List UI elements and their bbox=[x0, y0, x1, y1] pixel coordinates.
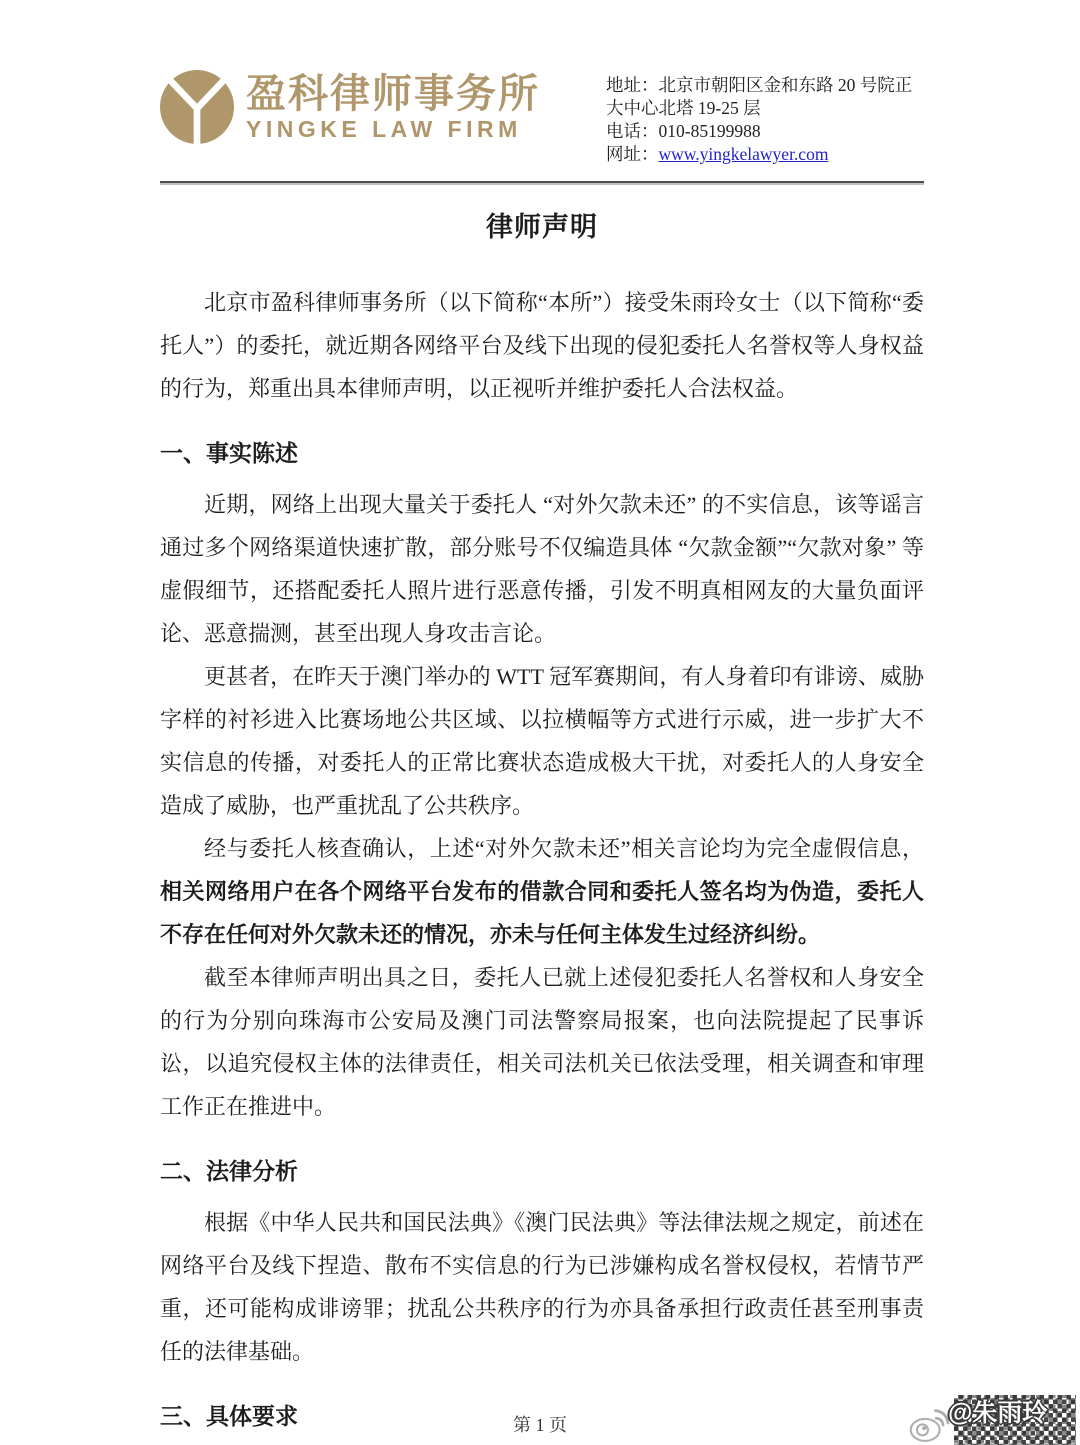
intro-paragraph: 北京市盈科律师事务所（以下简称“本所”）接受朱雨玲女士（以下简称“委托人”）的委托，就近期各网络平台及线下出现的侵犯委托人名誉权等人身权益的行为，郑重出具本律师声明，以正视听并维护委托人合法权益。 bbox=[160, 290, 924, 401]
section-2-heading: 二、法律分析 bbox=[160, 1159, 298, 1184]
section-3-heading: 三、具体要求 bbox=[160, 1404, 298, 1429]
paragraph-3-bold-run: 相关网络用户在各个网络平台发布的借款合同和委托人签名均为伪造，委托人不存在任何对外欠款未还的情况，亦未与任何主体发生过经济纠纷。 bbox=[160, 879, 924, 947]
document-title: 律师声明 bbox=[486, 212, 598, 242]
section-2-paragraph-1: 根据《中华人民共和国民法典》《澳门民法典》等法律法规之规定，前述在网络平台及线下捏造、散布不实信息的行为已涉嫌构成名誉权侵权，若情节严重，还可能构成诽谤罪；扰乱公共秩序的行为亦具备承担行政责任甚至刑事责任的法律基础。 bbox=[160, 1210, 924, 1364]
phone-label: 电话： bbox=[606, 121, 659, 141]
firm-name-english: YINGKE LAW FIRM bbox=[246, 115, 522, 142]
page-number: 第 1 页 bbox=[513, 1415, 567, 1435]
yingke-logo-icon bbox=[160, 70, 234, 144]
weibo-watermark bbox=[906, 1387, 1078, 1445]
address-label: 地址： bbox=[606, 75, 659, 95]
firm-name-block bbox=[246, 72, 540, 143]
section-1-paragraph-3 bbox=[160, 827, 924, 956]
contact-website bbox=[606, 143, 924, 166]
website-link[interactable]: www.yingkelawyer.com bbox=[658, 144, 829, 164]
website-label: 网址： bbox=[606, 144, 659, 164]
section-1-paragraph-2: 更甚者，在昨天于澳门举办的 WTT 冠军赛期间，有人身着印有诽谤、威胁字样的衬衫进入比赛场地公共区域、以拉横幅等方式进行示威，进一步扩大不实信息的传播，对委托人的正常比赛状态造成极大干扰，对委托人的人身安全造成了威胁，也严重扰乱了公共秩序。 bbox=[160, 664, 924, 818]
address-value: 北京市朝阳区金和东路 20 号院正大中心北塔 19-25 层 bbox=[606, 75, 913, 118]
phone-value: 010-85199988 bbox=[658, 121, 761, 141]
paragraph-3-normal-run: 经与委托人核查确认，上述“对外欠款未还”相关言论均为完全虚假信息， bbox=[204, 836, 924, 861]
firm-name-chinese: 盈科律师事务所 bbox=[246, 71, 540, 116]
section-1-paragraph-1: 近期，网络上出现大量关于委托人 “对外欠款未还” 的不实信息，该等谣言通过多个网络渠道快速扩散，部分账号不仅编造具体 “欠款金额”“欠款对象” 等虚假细节，还搭配委托人照片进行恶意传播，引发不明真相网友的大量负面评论、恶意揣测，甚至出现人身攻击言论。 bbox=[160, 492, 924, 646]
contact-phone bbox=[606, 120, 924, 143]
section-1-heading: 一、事实陈述 bbox=[160, 441, 298, 466]
contact-address bbox=[606, 74, 924, 120]
watermark-handle: @朱雨玲 bbox=[948, 1399, 1048, 1427]
letterhead bbox=[160, 0, 924, 166]
contact-block bbox=[606, 70, 924, 166]
watermark-qr-noise bbox=[948, 1395, 1076, 1445]
weibo-eye-icon bbox=[906, 1401, 954, 1445]
firm-brand bbox=[160, 70, 540, 144]
section-1-paragraph-4: 截至本律师声明出具之日，委托人已就上述侵犯委托人名誉权和人身安全的行为分别向珠海市公安局及澳门司法警察局报案，也向法院提起了民事诉讼，以追究侵权主体的法律责任，相关司法机关已依法受理，相关调查和审理工作正在推进中。 bbox=[160, 965, 924, 1119]
letterhead-divider bbox=[160, 181, 924, 183]
